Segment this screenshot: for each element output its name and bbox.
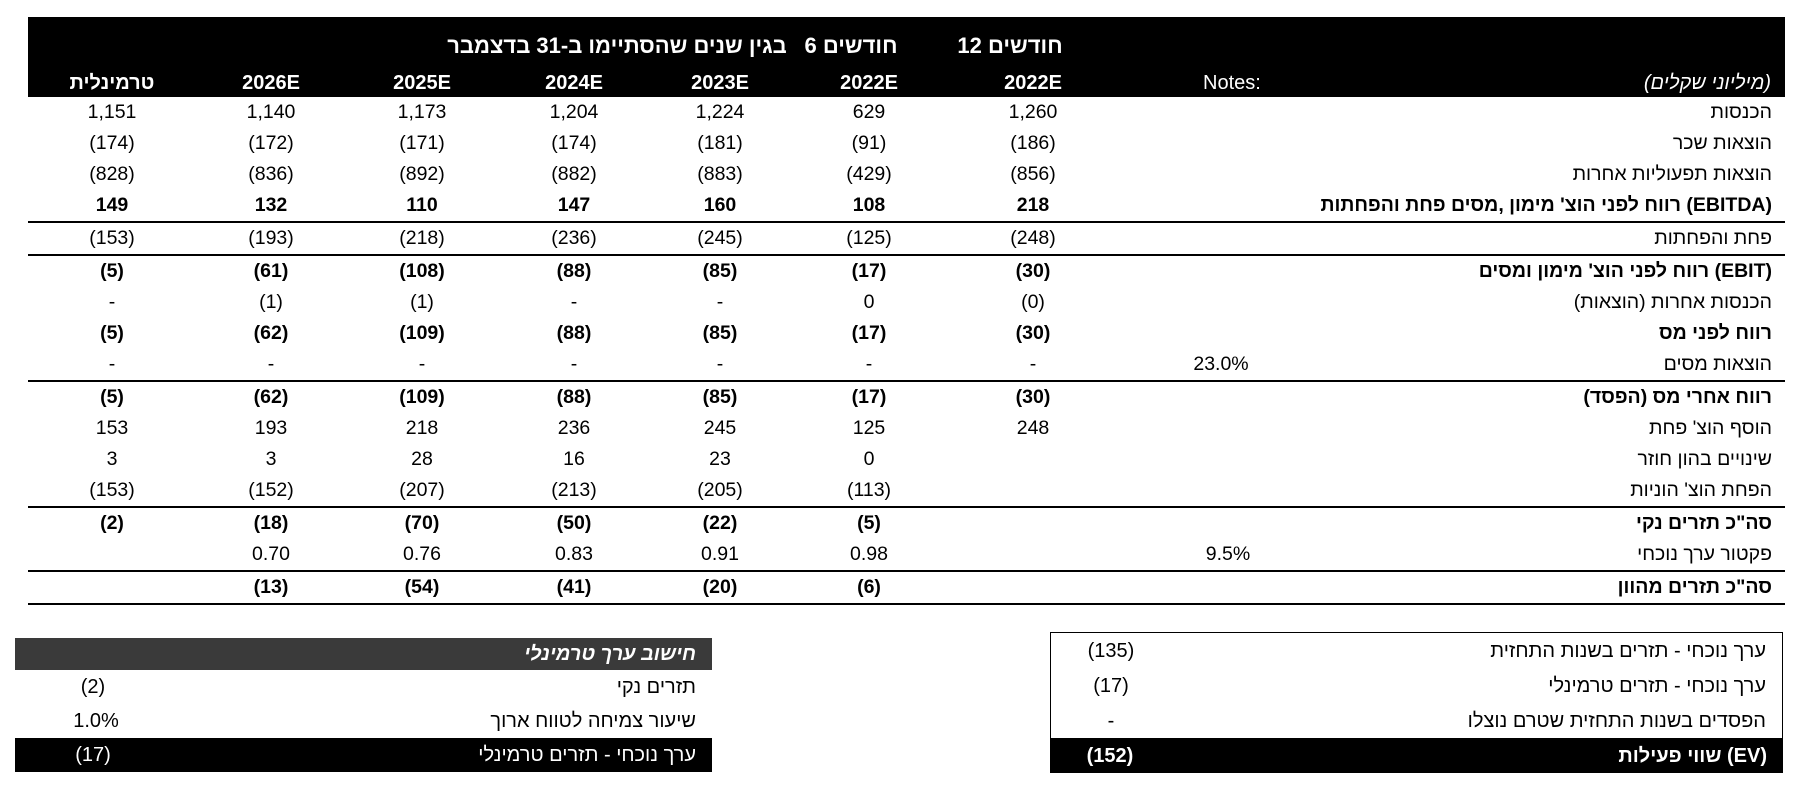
cell-value: (152) (248, 479, 294, 501)
row-label: שווי פעילות (EV) (1618, 745, 1767, 767)
col-header-2022e-12m: 2022E (1004, 72, 1062, 94)
cell-value: (174) (89, 132, 135, 154)
cell-value: 193 (254, 417, 288, 439)
cell-value: - (108, 353, 116, 375)
row-label: שיעור צמיחה לטווח ארוך (490, 710, 696, 732)
cell-value: (245) (697, 227, 743, 249)
cell-value: 218 (405, 417, 439, 439)
cell-value: (17) (851, 386, 887, 408)
dcf-table (28, 17, 1785, 605)
cell-value: 0.70 (252, 543, 290, 565)
cell-value: (41) (556, 576, 592, 598)
row-label: הוצאות מסים (1663, 353, 1772, 375)
cell-value: (186) (1010, 132, 1056, 154)
cell-value: 3 (106, 448, 118, 470)
cell-value: (828) (89, 163, 135, 185)
table-row (28, 539, 1785, 570)
cell-value: 23 (709, 448, 731, 470)
cell-value: 16 (563, 448, 585, 470)
cell-value: (13) (253, 576, 289, 598)
row-label: הוצאות תפעוליות אחרות (1572, 163, 1772, 185)
cell-value: (30) (1015, 322, 1051, 344)
row-label: תזרים נקי (616, 676, 696, 698)
cell-value: (248) (1010, 227, 1056, 249)
table-row (28, 221, 1785, 254)
cell-value: (5) (100, 260, 124, 282)
cell-value: (50) (556, 512, 592, 534)
cell-value: (17) (851, 322, 887, 344)
cell-value: (2) (100, 512, 124, 534)
cell-value: - (418, 353, 426, 375)
row-value: (152) (1086, 745, 1134, 767)
cell-value: 149 (95, 194, 129, 216)
cell-value: (88) (556, 260, 592, 282)
cell-value: (54) (404, 576, 440, 598)
period-12m-label: 12 חודשים (957, 33, 1063, 58)
cell-value: - (570, 291, 578, 313)
table-row (28, 159, 1785, 190)
col-header-2022e-6m: 2022E (840, 72, 898, 94)
terminal-value-title-bar (15, 638, 712, 670)
table-row (28, 570, 1785, 605)
notes-label: Notes: (1203, 72, 1261, 94)
row-label: הכנסות (1710, 101, 1772, 123)
row-label: רווח לפני הוצ' מימון ,מסים פחת והפחתות (EBITDA) (1320, 194, 1772, 216)
cell-value: (5) (857, 512, 881, 534)
cell-value: (153) (89, 227, 135, 249)
cell-value: (193) (248, 227, 294, 249)
cell-value: 0.91 (701, 543, 739, 565)
cell-value: (236) (551, 227, 597, 249)
cell-value: - (1029, 353, 1037, 375)
cell-value: (62) (253, 322, 289, 344)
table-row (28, 97, 1785, 128)
cell-value: (882) (551, 163, 597, 185)
row-label: סה"כ תזרים נקי (1635, 512, 1772, 534)
row-note: 9.5% (1205, 543, 1251, 565)
cell-value: 1,173 (397, 101, 447, 123)
cell-value: 132 (254, 194, 288, 216)
row-value: (135) (1087, 640, 1135, 662)
cell-value: 236 (557, 417, 591, 439)
cell-value: (153) (89, 479, 135, 501)
cell-value: (892) (399, 163, 445, 185)
row-label: סה"כ תזרים מהוון (1617, 576, 1772, 598)
cell-value: 629 (852, 101, 886, 123)
cell-value: 0 (863, 448, 875, 470)
cell-value: 1,151 (87, 101, 137, 123)
row-label: הפסדים בשנות התחזית שטרם נוצלו (1467, 710, 1766, 732)
cell-value: (108) (399, 260, 445, 282)
cell-value: (70) (404, 512, 440, 534)
cell-value: (836) (248, 163, 294, 185)
cell-value: 28 (411, 448, 433, 470)
cell-value: (113) (846, 479, 892, 501)
row-label: ערך נוכחי - תזרים טרמינלי (1548, 675, 1766, 697)
row-label: הפחת הוצ' הוניות (1630, 479, 1772, 501)
col-header-terminal: טרמינלית (69, 72, 155, 94)
period-years-label: בגין שנים שהסתיימו ב-31 בדצמבר (447, 33, 787, 58)
cell-value: (109) (399, 322, 445, 344)
cell-value: (17) (851, 260, 887, 282)
table-row (1051, 633, 1782, 668)
row-label: ערך נוכחי - תזרים בשנות התחזית (1490, 640, 1766, 662)
row-value: - (1107, 710, 1115, 732)
cell-value: 0.98 (850, 543, 888, 565)
row-value: (2) (80, 676, 106, 698)
table-row (28, 506, 1785, 539)
cell-value: - (267, 353, 275, 375)
cell-value: (181) (697, 132, 743, 154)
cell-value: (109) (399, 386, 445, 408)
row-value: (17) (1093, 675, 1129, 697)
col-header-2026e: 2026E (242, 72, 300, 94)
row-label: הכנסות אחרות (הוצאות) (1573, 291, 1772, 313)
enterprise-value-table (1050, 632, 1783, 773)
row-label: רווח אחרי מס (הפסד) (1583, 386, 1772, 408)
row-note: 23.0% (1193, 353, 1249, 375)
terminal-value-table (15, 638, 712, 772)
cell-value: (856) (1010, 163, 1056, 185)
row-label: רווח לפני מס (1658, 322, 1772, 344)
table-row (28, 318, 1785, 349)
cell-value: 1,224 (695, 101, 745, 123)
table-row (28, 444, 1785, 475)
cell-value: (1) (410, 291, 434, 313)
cell-value: (62) (253, 386, 289, 408)
cell-value: (172) (248, 132, 294, 154)
table-row (15, 704, 712, 738)
row-label: רווח לפני הוצ' מימון ומסים (EBIT) (1478, 260, 1772, 282)
cell-value: (61) (253, 260, 289, 282)
cell-value: - (570, 353, 578, 375)
cell-value: (883) (697, 163, 743, 185)
col-header-2024e: 2024E (545, 72, 603, 94)
cell-value: - (108, 291, 116, 313)
cell-value: (205) (697, 479, 743, 501)
cell-value: (88) (556, 386, 592, 408)
row-label: פקטור ערך נוכחי (1637, 543, 1772, 565)
cell-value: (0) (1021, 291, 1045, 313)
cell-value: (30) (1015, 386, 1051, 408)
cell-value: (91) (851, 132, 887, 154)
cell-value: (85) (702, 260, 738, 282)
cell-value: (218) (399, 227, 445, 249)
row-label: ערך נוכחי - תזרים טרמינלי (478, 744, 696, 766)
row-value: 1.0% (73, 710, 119, 732)
table-row (28, 349, 1785, 380)
table-row (28, 254, 1785, 287)
period-6m-label: 6 חודשים (804, 33, 898, 58)
cell-value: (171) (399, 132, 445, 154)
cell-value: (88) (556, 322, 592, 344)
cell-value: 147 (557, 194, 591, 216)
cell-value: (20) (702, 576, 738, 598)
cell-value: 153 (95, 417, 129, 439)
table-row (1051, 668, 1782, 703)
table-row (28, 190, 1785, 221)
cell-value: (85) (702, 386, 738, 408)
table-row (15, 670, 712, 704)
cell-value: (30) (1015, 260, 1051, 282)
table-row (28, 413, 1785, 444)
terminal-value-title: חישוב ערך טרמינלי (524, 643, 696, 665)
cell-value: 108 (852, 194, 886, 216)
row-label: פחת והפחתות (1654, 227, 1772, 249)
cell-value: - (716, 353, 724, 375)
cell-value: 1,140 (246, 101, 296, 123)
cell-value: (5) (100, 386, 124, 408)
cell-value: (18) (253, 512, 289, 534)
col-header-2023e: 2023E (691, 72, 749, 94)
cell-value: (5) (100, 322, 124, 344)
cell-value: 248 (1016, 417, 1050, 439)
cell-value: 0.76 (403, 543, 441, 565)
cell-value: (174) (551, 132, 597, 154)
row-value: (17) (75, 744, 111, 766)
table-row (1051, 703, 1782, 738)
cell-value: (22) (702, 512, 738, 534)
cell-value: (429) (846, 163, 892, 185)
cell-value: 245 (703, 417, 737, 439)
row-label: הוסף הוצ' פחת (1649, 417, 1772, 439)
cell-value: 0 (863, 291, 875, 313)
table-header (28, 17, 1785, 97)
row-label: שינויים בהון חוזר (1637, 448, 1772, 470)
row-label: הוצאות שכר (1672, 132, 1772, 154)
cell-value: (85) (702, 322, 738, 344)
cell-value: 0.83 (555, 543, 593, 565)
col-header-2025e: 2025E (393, 72, 451, 94)
cell-value: 218 (1016, 194, 1050, 216)
table-row (28, 475, 1785, 506)
table-row (28, 128, 1785, 159)
table-row (28, 380, 1785, 413)
cell-value: 3 (265, 448, 277, 470)
cell-value: - (716, 291, 724, 313)
cell-value: - (865, 353, 873, 375)
table-row (28, 287, 1785, 318)
units-label: (מיליוני שקלים) (1643, 72, 1771, 94)
cell-value: 110 (406, 194, 438, 216)
cell-value: 1,204 (549, 101, 599, 123)
cell-value: 160 (703, 194, 737, 216)
cell-value: (207) (399, 479, 445, 501)
cell-value: (6) (857, 576, 881, 598)
table-row (15, 738, 712, 772)
cell-value: 1,260 (1008, 101, 1058, 123)
cell-value: (1) (259, 291, 283, 313)
cell-value: 125 (852, 417, 886, 439)
cell-value: (125) (846, 227, 892, 249)
cell-value: (213) (551, 479, 597, 501)
table-row (1050, 738, 1783, 773)
